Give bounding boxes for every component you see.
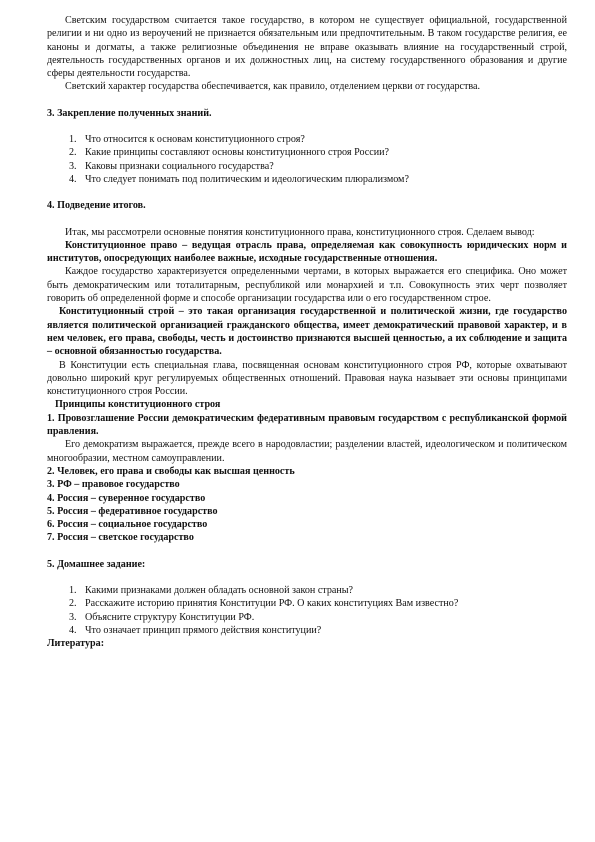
document-page <box>47 14 567 650</box>
spacer <box>47 571 567 584</box>
intro-paragraph-2: Светский характер государства обеспечивается, как правило, отделением церкви от государства. <box>65 81 481 93</box>
spacer <box>47 94 567 107</box>
principle-item: 6. Россия – социальное государство <box>47 519 208 531</box>
paragraph-constitution-chapter: В Конституции есть специальная глава, посвященная основам конституционного строя РФ, которые охватывают довольно широкий круг регулируемых общественных отношений. Правовая наука называет эти основы принципами конституционного строя России. <box>47 359 567 398</box>
list-item: 3. Объясните структуру Конституции РФ. <box>69 611 255 623</box>
list-item: 1. Что относится к основам конституционного строя? <box>69 134 305 146</box>
definition-constitutional-order: Конституционный строй – это такая организация государственной и политической жизни, где государство является политической организацией гражданского общества, имеет демократический правовой характер, и в нем человек, его права, свободы, честь и достоинство признаются высшей ценностью, а их соблюдение и защита – основной обязанностью государства. <box>47 306 567 358</box>
section-5-title: 5. Домашнее задание: <box>47 558 146 570</box>
list-item: 3. Каковы признаки социального государства? <box>69 160 274 172</box>
paragraph-state-features: Каждое государство характеризуется определенными чертами, в которых выражается его специфика. Оно может быть демократическим или тоталитарным, республикой или монархией и т.п. Совокупность этих черт позволяет говорить об определенной форме и способе организации государства или о его государственном строе. <box>47 266 567 305</box>
section-4-title: 4. Подведение итогов. <box>47 200 146 212</box>
list-item: 1. Какими признаками должен обладать основной закон страны? <box>69 584 354 596</box>
principle-item: 4. Россия – суверенное государство <box>47 492 206 504</box>
definition-constitutional-law: Конституционное право – ведущая отрасль права, определяемая как совокупность юридических норм и институтов, опосредующих наиболее важные, исходные государственные отношения. <box>47 239 567 265</box>
principle-item: 5. Россия – федеративное государство <box>47 505 218 517</box>
spacer <box>47 545 567 558</box>
spacer <box>47 213 567 226</box>
list-item: 2. Расскажите историю принятия Конституции РФ. О каких конституциях Вам известно? <box>69 598 459 610</box>
principle-item: 3. РФ – правовое государство <box>47 479 180 491</box>
section-3-title: 3. Закрепление полученных знаний. <box>47 107 212 119</box>
principle-item: 2. Человек, его права и свободы как высшая ценность <box>47 465 295 477</box>
section-3-questions <box>47 133 567 186</box>
principle-item: 7. Россия – светское государство <box>47 532 194 544</box>
homework-tasks <box>47 584 567 637</box>
intro-paragraph-1: Светским государством считается такое государство, в котором не существует официальной, государственной религии и ни одно из вероучений не признается обязательным или предпочтительным. В таком государстве религия, ее каноны и догматы, а также религиозные объединения не вправе оказывать влияние на государственный строй, деятельность государственных органов и их должностных лиц, на систему государственного образования и другие сферы деятельности государства. <box>47 15 567 80</box>
spacer <box>47 186 567 199</box>
list-item: 4. Что следует понимать под политическим и идеологическим плюрализмом? <box>69 173 409 185</box>
principle-1: 1. Провозглашение России демократическим федеративным правовым государством с республиканской формой правления. <box>47 412 567 438</box>
principle-1-note: Его демократизм выражается, прежде всего в народовластии; разделении властей, идеологическом и политическом многообразии, местном самоуправлении. <box>47 439 567 464</box>
summary-intro: Итак, мы рассмотрели основные понятия конституционного права, конституционного строя. Сделаем вывод: <box>65 226 535 238</box>
principles-title: Принципы конституционного строя <box>55 399 221 411</box>
literature-heading: Литература: <box>47 638 105 650</box>
list-item: 4. Что означает принцип прямого действия конституции? <box>69 624 322 636</box>
spacer <box>47 120 567 133</box>
list-item: 2. Какие принципы составляют основы конституционного строя России? <box>69 147 389 159</box>
